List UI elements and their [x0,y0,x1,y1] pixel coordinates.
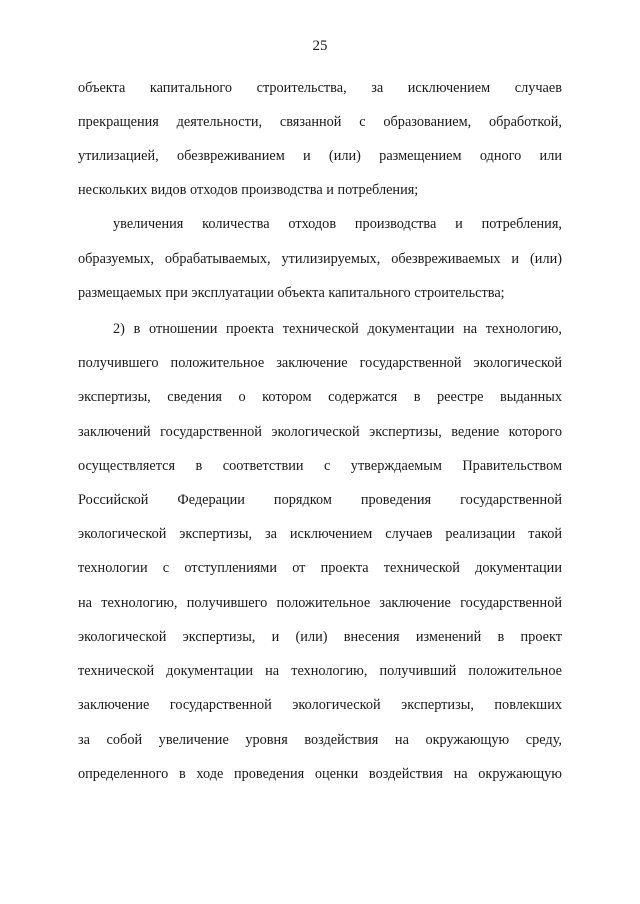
text-line: осуществляется в соответствии с утверждаемым Правительством [78,458,562,474]
text-line: прекращения деятельности, связанной с образованием, обработкой, [78,114,562,130]
text-line: увеличения количества отходов производства и потребления, [113,216,562,232]
text-line: заключений государственной экологической экспертизы, ведение которого [78,424,562,440]
text-line: получившего положительное заключение государственной экологической [78,355,562,371]
text-line: заключение государственной экологической экспертизы, повлекших [78,697,562,713]
text-line: Российской Федерации порядком проведения государственной [78,492,562,508]
text-line: экспертизы, сведения о котором содержатся в реестре выданных [78,389,562,405]
text-line: на технологию, получившего положительное заключение государственной [78,595,562,611]
text-line: образуемых, обрабатываемых, утилизируемых, обезвреживаемых и (или) [78,251,562,267]
text-line: нескольких видов отходов производства и потребления; [78,182,419,198]
text-line: технической документации на технологию, получивший положительное [78,663,562,679]
text-line: утилизацией, обезвреживанием и (или) размещением одного или [78,148,562,164]
text-line: экологической экспертизы, за исключением случаев реализации такой [78,526,562,542]
text-line: за собой увеличение уровня воздействия на окружающую среду, [78,732,562,748]
page-number: 25 [312,38,328,54]
text-line: объекта капитального строительства, за исключением случаев [78,80,562,96]
text-line: размещаемых при эксплуатации объекта капитального строительства; [78,285,505,301]
text-line: экологической экспертизы, и (или) внесения изменений в проект [78,629,562,645]
text-line: 2) в отношении проекта технической документации на технологию, [113,321,562,337]
text-line: технологии с отступлениями от проекта технической документации [78,560,562,576]
text-line: определенного в ходе проведения оценки воздействия на окружающую [78,766,562,782]
